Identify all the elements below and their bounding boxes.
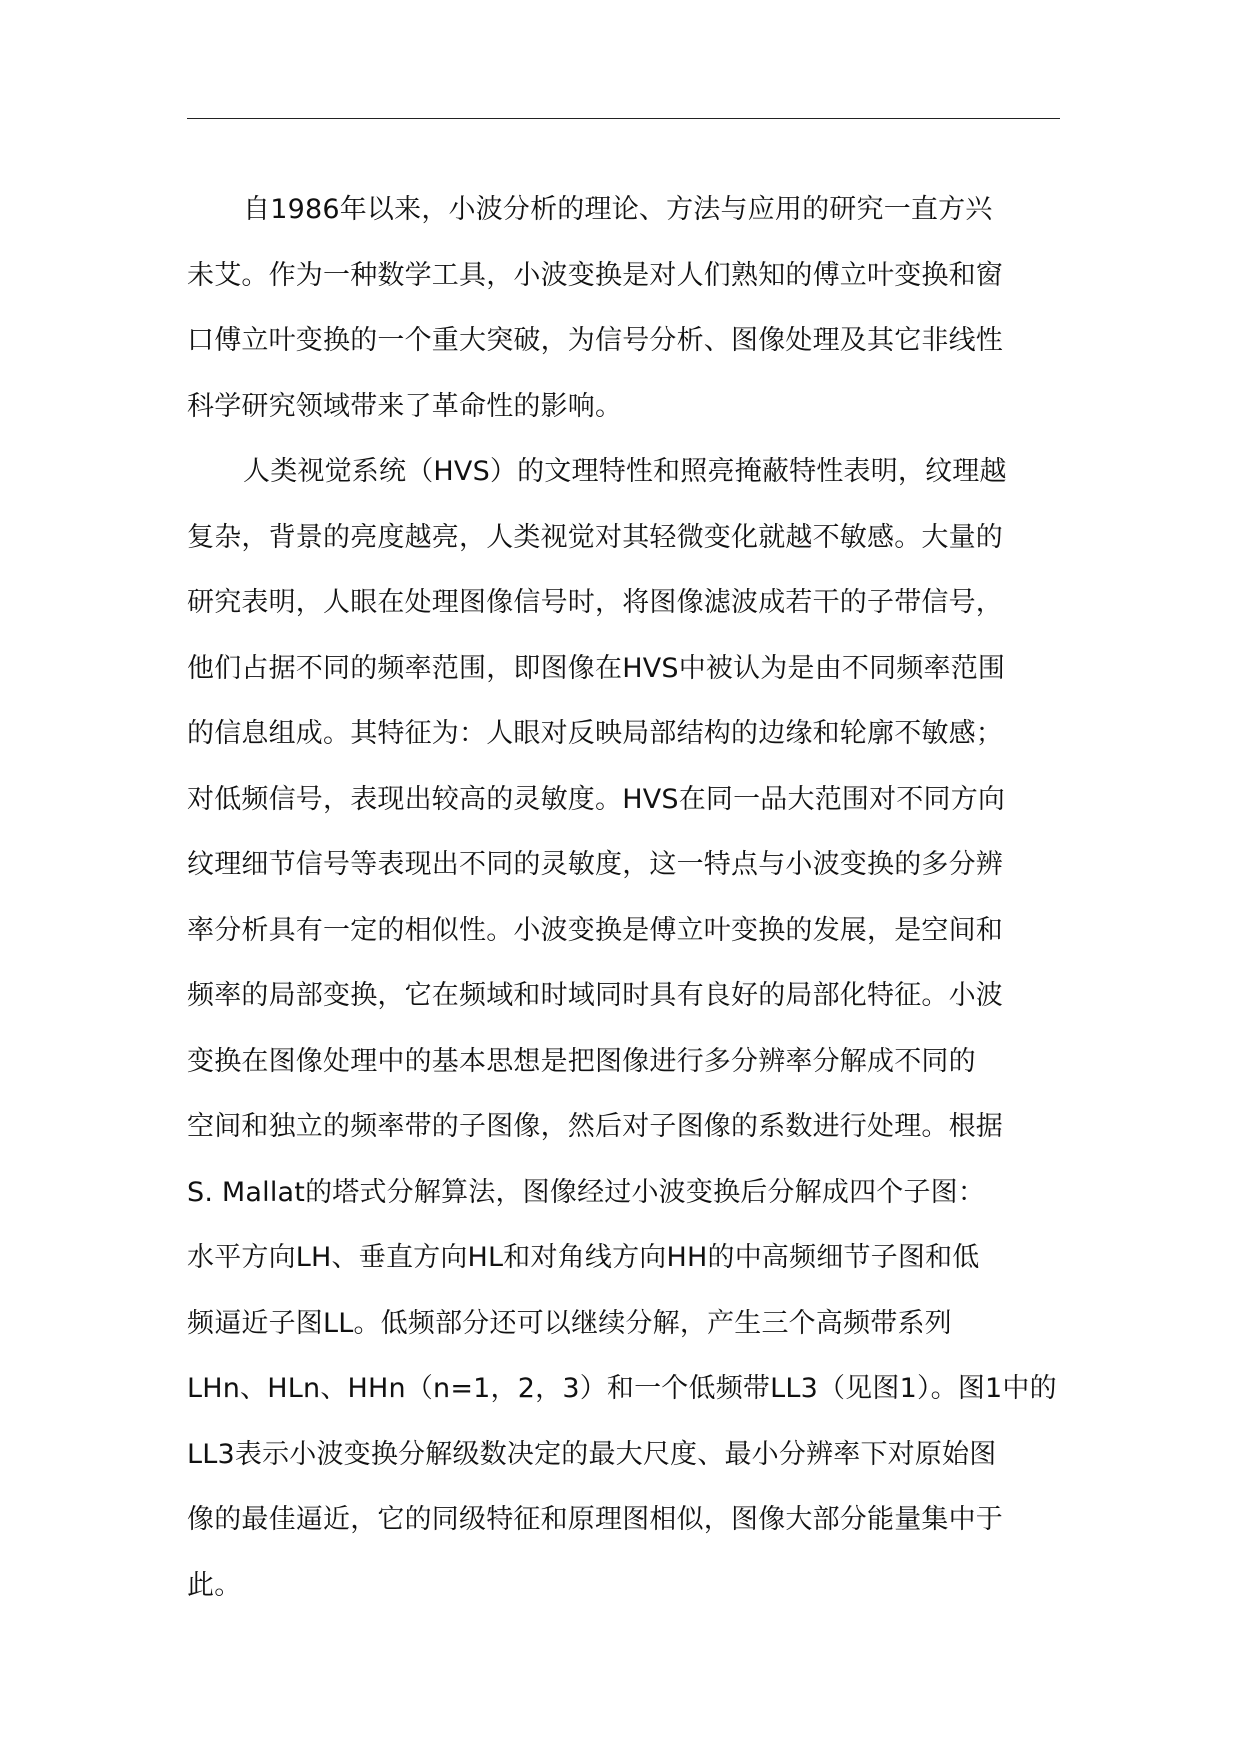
text-line: 复杂，背景的亮度越亮，人类视觉对其轻微变化就越不敏感。大量的 (187, 521, 1003, 553)
text-line: S. Mallat的塔式分解算法，图像经过小波变换后分解成四个子图： (187, 1176, 986, 1208)
text-line: 的信息组成。其特征为：人眼对反映局部结构的边缘和轮廓不敏感； (187, 718, 1003, 749)
text-line: 率分析具有一定的相似性。小波变换是傅立叶变换的发展，是空间和 (187, 914, 1003, 946)
text-line: 口傅立叶变换的一个重大突破，为信号分析、图像处理及其它非线性 (187, 325, 1003, 356)
text-line: 他们占据不同的频率范围，即图像在HVS中被认为是由不同频率范围 (187, 652, 1006, 684)
text-line: 对低频信号，表现出较高的灵敏度。HVS在同一品大范围对不同方向 (187, 783, 1006, 815)
text-line: 像的最佳逼近，它的同级特征和原理图相似，图像大部分能量集中于 (187, 1504, 1003, 1535)
text-line: 未艾。作为一种数学工具，小波变换是对人们熟知的傅立叶变换和窗 (187, 259, 1003, 291)
text-line: 科学研究领域带来了革命性的影响。 (187, 390, 623, 422)
text-line: 人类视觉系统（HVS）的文理特性和照亮掩蔽特性表明，纹理越 (243, 456, 1007, 487)
text-line: 此。 (187, 1569, 242, 1601)
text-line: 频率的局部变换，它在频域和时域同时具有良好的局部化特征。小波 (187, 980, 1003, 1011)
text-line: LL3表示小波变换分解级数决定的最大尺度、最小分辨率下对原始图 (187, 1438, 997, 1470)
text-line: LHn、HLn、HHn（n=1，2，3）和一个低频带LL3（见图1）。图1中的 (187, 1373, 1057, 1404)
paragraph-1 (187, 186, 1060, 448)
paragraph-2 (187, 448, 1060, 1627)
text-line: 研究表明，人眼在处理图像信号时，将图像滤波成若干的子带信号， (187, 587, 1003, 618)
header-rule (187, 118, 1060, 119)
text-line: 空间和独立的频率带的子图像，然后对子图像的系数进行处理。根据 (187, 1111, 1003, 1142)
text-line: 自1986年以来，小波分析的理论、方法与应用的研究一直方兴 (243, 194, 993, 225)
text-line: 水平方向LH、垂直方向HL和对角线方向HH的中高频细节子图和低 (187, 1242, 980, 1273)
text-line: 纹理细节信号等表现出不同的灵敏度，这一特点与小波变换的多分辨 (187, 849, 1003, 880)
text-line: 变换在图像处理中的基本思想是把图像进行多分辨率分解成不同的 (187, 1045, 976, 1077)
text-line: 频逼近子图LL。低频部分还可以继续分解，产生三个高频带系列 (187, 1307, 952, 1339)
body-text (187, 186, 1060, 1627)
